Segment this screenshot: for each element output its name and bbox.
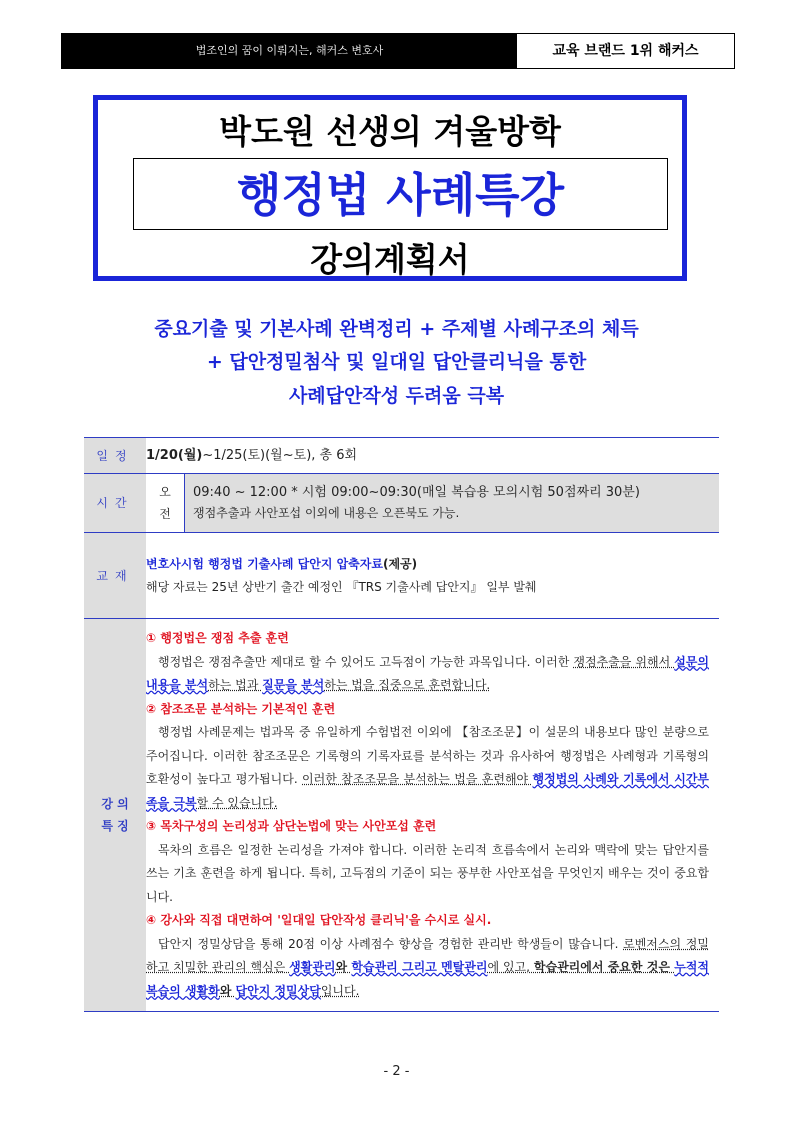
- textbook-label: 교재: [84, 533, 146, 619]
- feature-1-text-a: 행정법은 쟁점추출만 제대로 할 수 있어도 고득점이 가능한 과목입니다. 이러한: [158, 654, 574, 669]
- feature-1-heading: ① 행정법은 쟁점 추출 훈련: [146, 631, 289, 645]
- time-cell: [146, 474, 719, 533]
- title-line-3: 강의계획서: [310, 240, 470, 279]
- feature-2-heading: ② 참조조문 분석하는 기본적인 훈련: [146, 701, 336, 716]
- page-number: - 2 -: [383, 1064, 410, 1079]
- subtitle-line-1: 중요기출 및 기본사례 완벽정리 + 주제별 사례구조의 체득: [154, 318, 639, 340]
- features-label: [84, 619, 146, 1012]
- schedule-value: [146, 438, 719, 474]
- time-line-2: 쟁점추출과 사안포섭 이외에 내용은 오픈북도 가능.: [193, 506, 460, 520]
- feature-4-text: [146, 933, 719, 1004]
- title-box: [93, 95, 687, 281]
- feature-2-text-a: 행정법 사례문제는 법과목 중 유일하게 수험법전 이외에 【참조조문】이 설문의 내용보다 많인 분량으로 주어집니다. 이러한 참조조문은 기록형의 기록자료를 분석하는 것과 유사하여 행정법은 사례형과 기록형의 호환성이 높다고 평가됩니다.: [146, 725, 709, 786]
- feature-4-text-i: 와: [219, 983, 236, 998]
- feature-4-text-d: 와: [335, 960, 352, 974]
- feature-4-text-g: 학습관리에서 중요한 것은: [533, 960, 675, 974]
- schedule-row: [84, 438, 719, 474]
- feature-4-text-c: 생활관리: [289, 960, 336, 974]
- features-label-1: 강 의: [101, 797, 129, 811]
- time-ampm-2: 전: [159, 507, 171, 521]
- features-row: [84, 619, 719, 1012]
- feature-4-text-k: 입니다.: [320, 983, 360, 998]
- textbook-value: [146, 533, 719, 619]
- feature-1-text-f: 하는 법을 집중으로 훈련합니다.: [324, 678, 491, 692]
- feature-2-text-b: 이러한 참조조문을 분석하는 법을 훈련해야: [302, 772, 533, 786]
- feature-1-text-e: 질문을 분석: [262, 678, 325, 692]
- time-detail: [185, 474, 720, 532]
- schedule-start: 1/20(월): [146, 447, 203, 463]
- plan-table: [84, 437, 719, 1012]
- textbook-provided: (제공): [382, 556, 418, 571]
- feature-1-text-b: 쟁점추출을 위해서: [573, 654, 675, 669]
- feature-2-text: [146, 721, 719, 815]
- feature-4-text-h: 누적적 복습의 생활화: [146, 960, 709, 998]
- features-label-2: 특 징: [101, 819, 129, 833]
- textbook-note: 해당 자료는 25년 상반기 출간 예정인 『TRS 기출사례 답안지』 일부 발췌: [146, 579, 537, 594]
- time-line-1: 09:40 ~ 12:00 * 시험 09:00~09:30(매일 복습용 모의시험 50점짜리 30분): [193, 485, 640, 500]
- features-content: [146, 619, 719, 1012]
- feature-3-text: 목차의 흐름은 일정한 논리성을 가져야 합니다. 이러한 논리적 흐름속에서 논리와 맥락에 맞는 답안지를 쓰는 기초 훈련을 하게 됩니다. 특히, 고득점의 기준이 되는 풍부한 사안포섭을 무엇인지 배우는 것이 중요합니다.: [146, 842, 709, 904]
- textbook-row: [84, 533, 719, 619]
- time-ampm: [146, 474, 185, 532]
- schedule-rest: ~1/25(토)(월~토), 총 6회: [202, 447, 358, 463]
- feature-2-text-c: 행정법의 사례와 기록에서 시간부족을 극복: [146, 772, 710, 810]
- feature-4-heading: ④ 강사와 직접 대면하여 '일대일 답안작성 클리닉'을 수시로 실시.: [146, 913, 492, 927]
- feature-4-text-j: 답안지 정밀상담: [235, 983, 321, 998]
- title-line-1: 박도원 선생의 겨울방학: [219, 112, 561, 151]
- time-row: [84, 474, 719, 533]
- feature-1-text-c: 설문의 내용을 분석: [146, 654, 709, 692]
- page-header: [61, 33, 735, 69]
- header-brand: 교육 브랜드 1위 해커스: [552, 43, 699, 59]
- header-slogan: 법조인의 꿈이 이뤄지는, 해커스 변호사: [62, 34, 517, 68]
- feature-4-text-e: 학습관리 그리고 멘탈관리: [351, 960, 488, 974]
- schedule-label: 일정: [84, 438, 146, 474]
- feature-4-text-f: 에 있고,: [487, 960, 534, 974]
- textbook-title: 변호사시험 행정법 기출사례 답안지 압축자료: [146, 556, 383, 571]
- time-label: 시간: [84, 474, 146, 533]
- feature-4-text-a: 답안지 정밀상담을 통해 20점 이상 사례점수 향상을 경험한 관리반 학생들이 많습니다.: [158, 936, 624, 951]
- feature-1-text: [146, 651, 719, 698]
- feature-2-text-d: 할 수 있습니다.: [196, 795, 278, 810]
- subtitle-line-2: + 답안정밀첨삭 및 일대일 답안클리닉을 통한: [206, 351, 587, 373]
- time-ampm-1: 오: [159, 485, 171, 499]
- feature-3-heading: ③ 목차구성의 논리성과 삼단논법에 맞는 사안포섭 훈련: [146, 819, 437, 833]
- title-main-box: [133, 158, 668, 230]
- title-main: 행정법 사례특강: [236, 168, 565, 222]
- feature-4-text-b: 로벤저스의 정밀하고 치밀한 관리의 핵심은: [146, 936, 709, 974]
- feature-1-text-d: 하는 법과: [208, 678, 263, 692]
- subtitle-line-3: 사례답안작성 두려움 극복: [288, 385, 505, 407]
